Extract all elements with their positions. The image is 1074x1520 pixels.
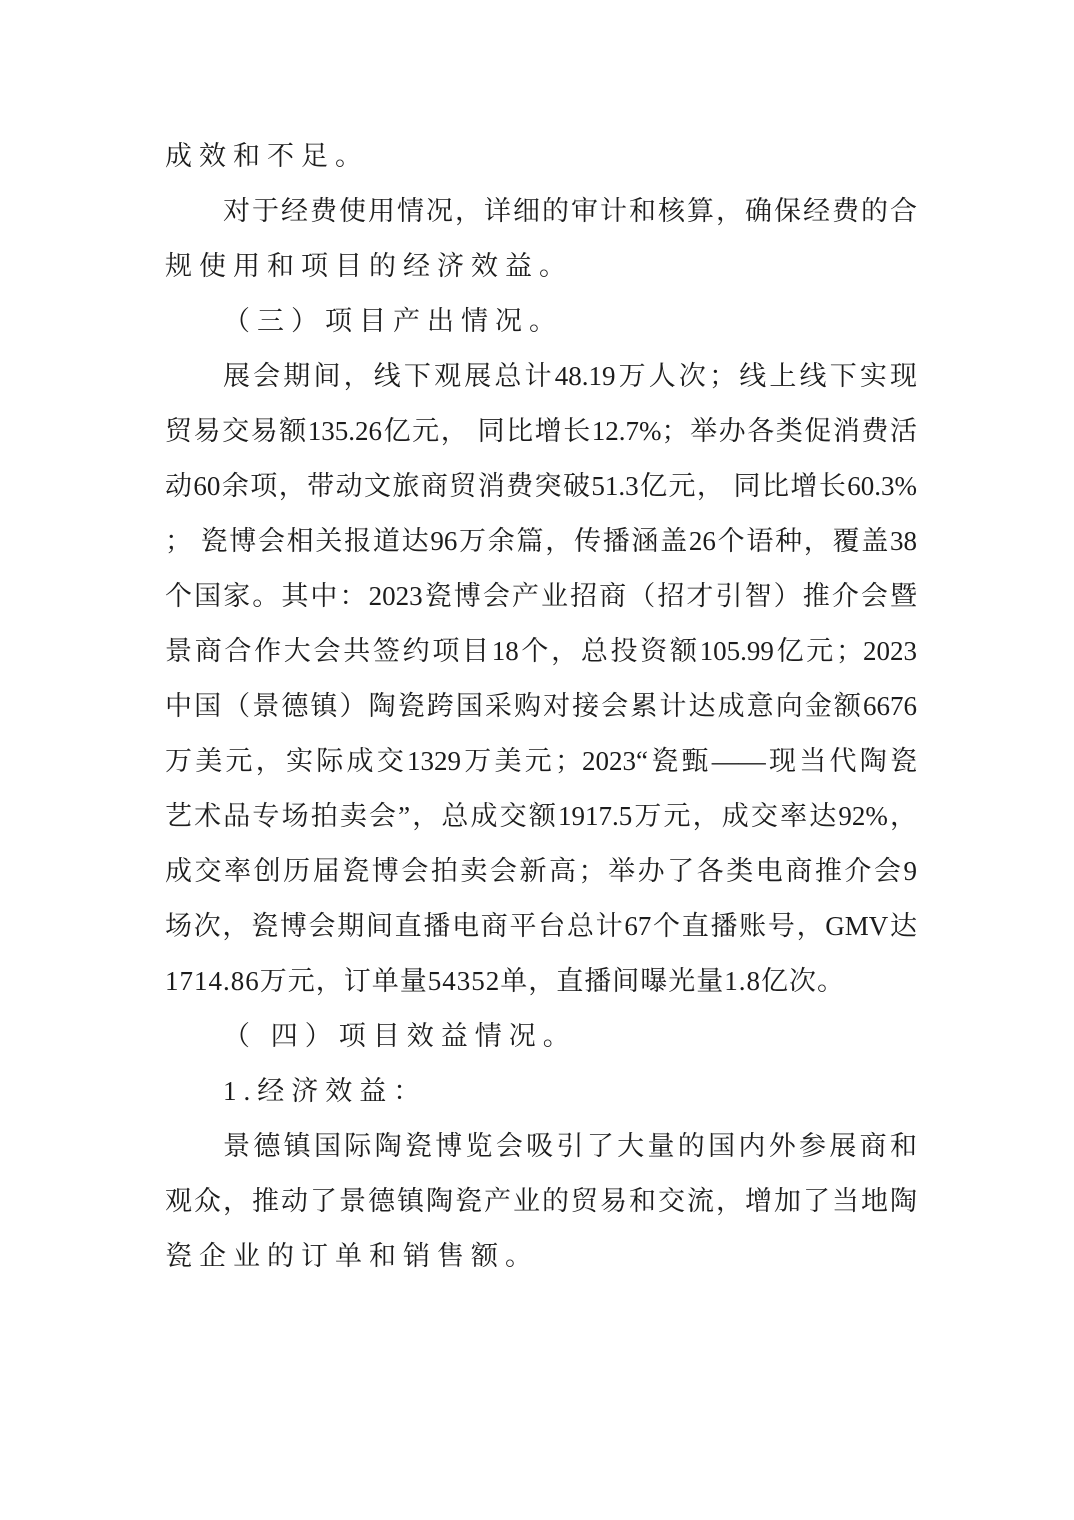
doc-line-9: 个国家。其中：2023瓷博会产业招商（招才引智）推介会暨: [165, 581, 917, 611]
heading-economic-benefits: 1.经济效益：: [223, 1076, 428, 1106]
doc-line-2: 对于经费使用情况，详细的审计和核算，确保经费的合: [223, 196, 917, 226]
doc-line-7: 动60余项，带动文旅商贸消费突破51.3亿元， 同比增长60.3%: [165, 471, 917, 501]
doc-line-1: 成效和不足。: [165, 141, 369, 171]
doc-line-15: 场次，瓷博会期间直播电商平台总计67个直播账号，GMV达: [165, 911, 917, 941]
doc-line-6: 贸易交易额135.26亿元， 同比增长12.7%；举办各类促消费活: [165, 416, 917, 446]
doc-line-14: 成交率创历届瓷博会拍卖会新高；举办了各类电商推介会9: [165, 856, 917, 886]
doc-line-20: 观众，推动了景德镇陶瓷产业的贸易和交流，增加了当地陶: [165, 1186, 917, 1216]
doc-line-16: 1714.86万元，订单量54352单，直播间曝光量1.8亿次。: [165, 966, 845, 996]
doc-line-8: ； 瓷博会相关报道达96万余篇，传播涵盖26个语种，覆盖38: [165, 526, 917, 556]
doc-line-11: 中国（景德镇）陶瓷跨国采购对接会累计达成意向金额6676: [165, 691, 917, 721]
doc-line-19: 景德镇国际陶瓷博览会吸引了大量的国内外参展商和: [223, 1131, 917, 1161]
doc-line-21: 瓷企业的订单和销售额。: [165, 1241, 539, 1271]
doc-line-12: 万美元，实际成交1329万美元；2023“瓷甄——现当代陶瓷: [165, 746, 917, 776]
doc-line-10: 景商合作大会共签约项目18个，总投资额105.99亿元；2023: [165, 636, 917, 666]
doc-line-3: 规使用和项目的经济效益。: [165, 251, 573, 281]
document-body: [165, 129, 917, 1284]
heading-section-three: （三）项目产出情况。: [223, 306, 563, 336]
doc-line-13: 艺术品专场拍卖会”，总成交额1917.5万元，成交率达92%，: [165, 801, 917, 831]
heading-section-four: （ 四）项目效益情况。: [223, 1021, 577, 1051]
doc-line-5: 展会期间，线下观展总计48.19万人次；线上线下实现: [223, 361, 917, 391]
